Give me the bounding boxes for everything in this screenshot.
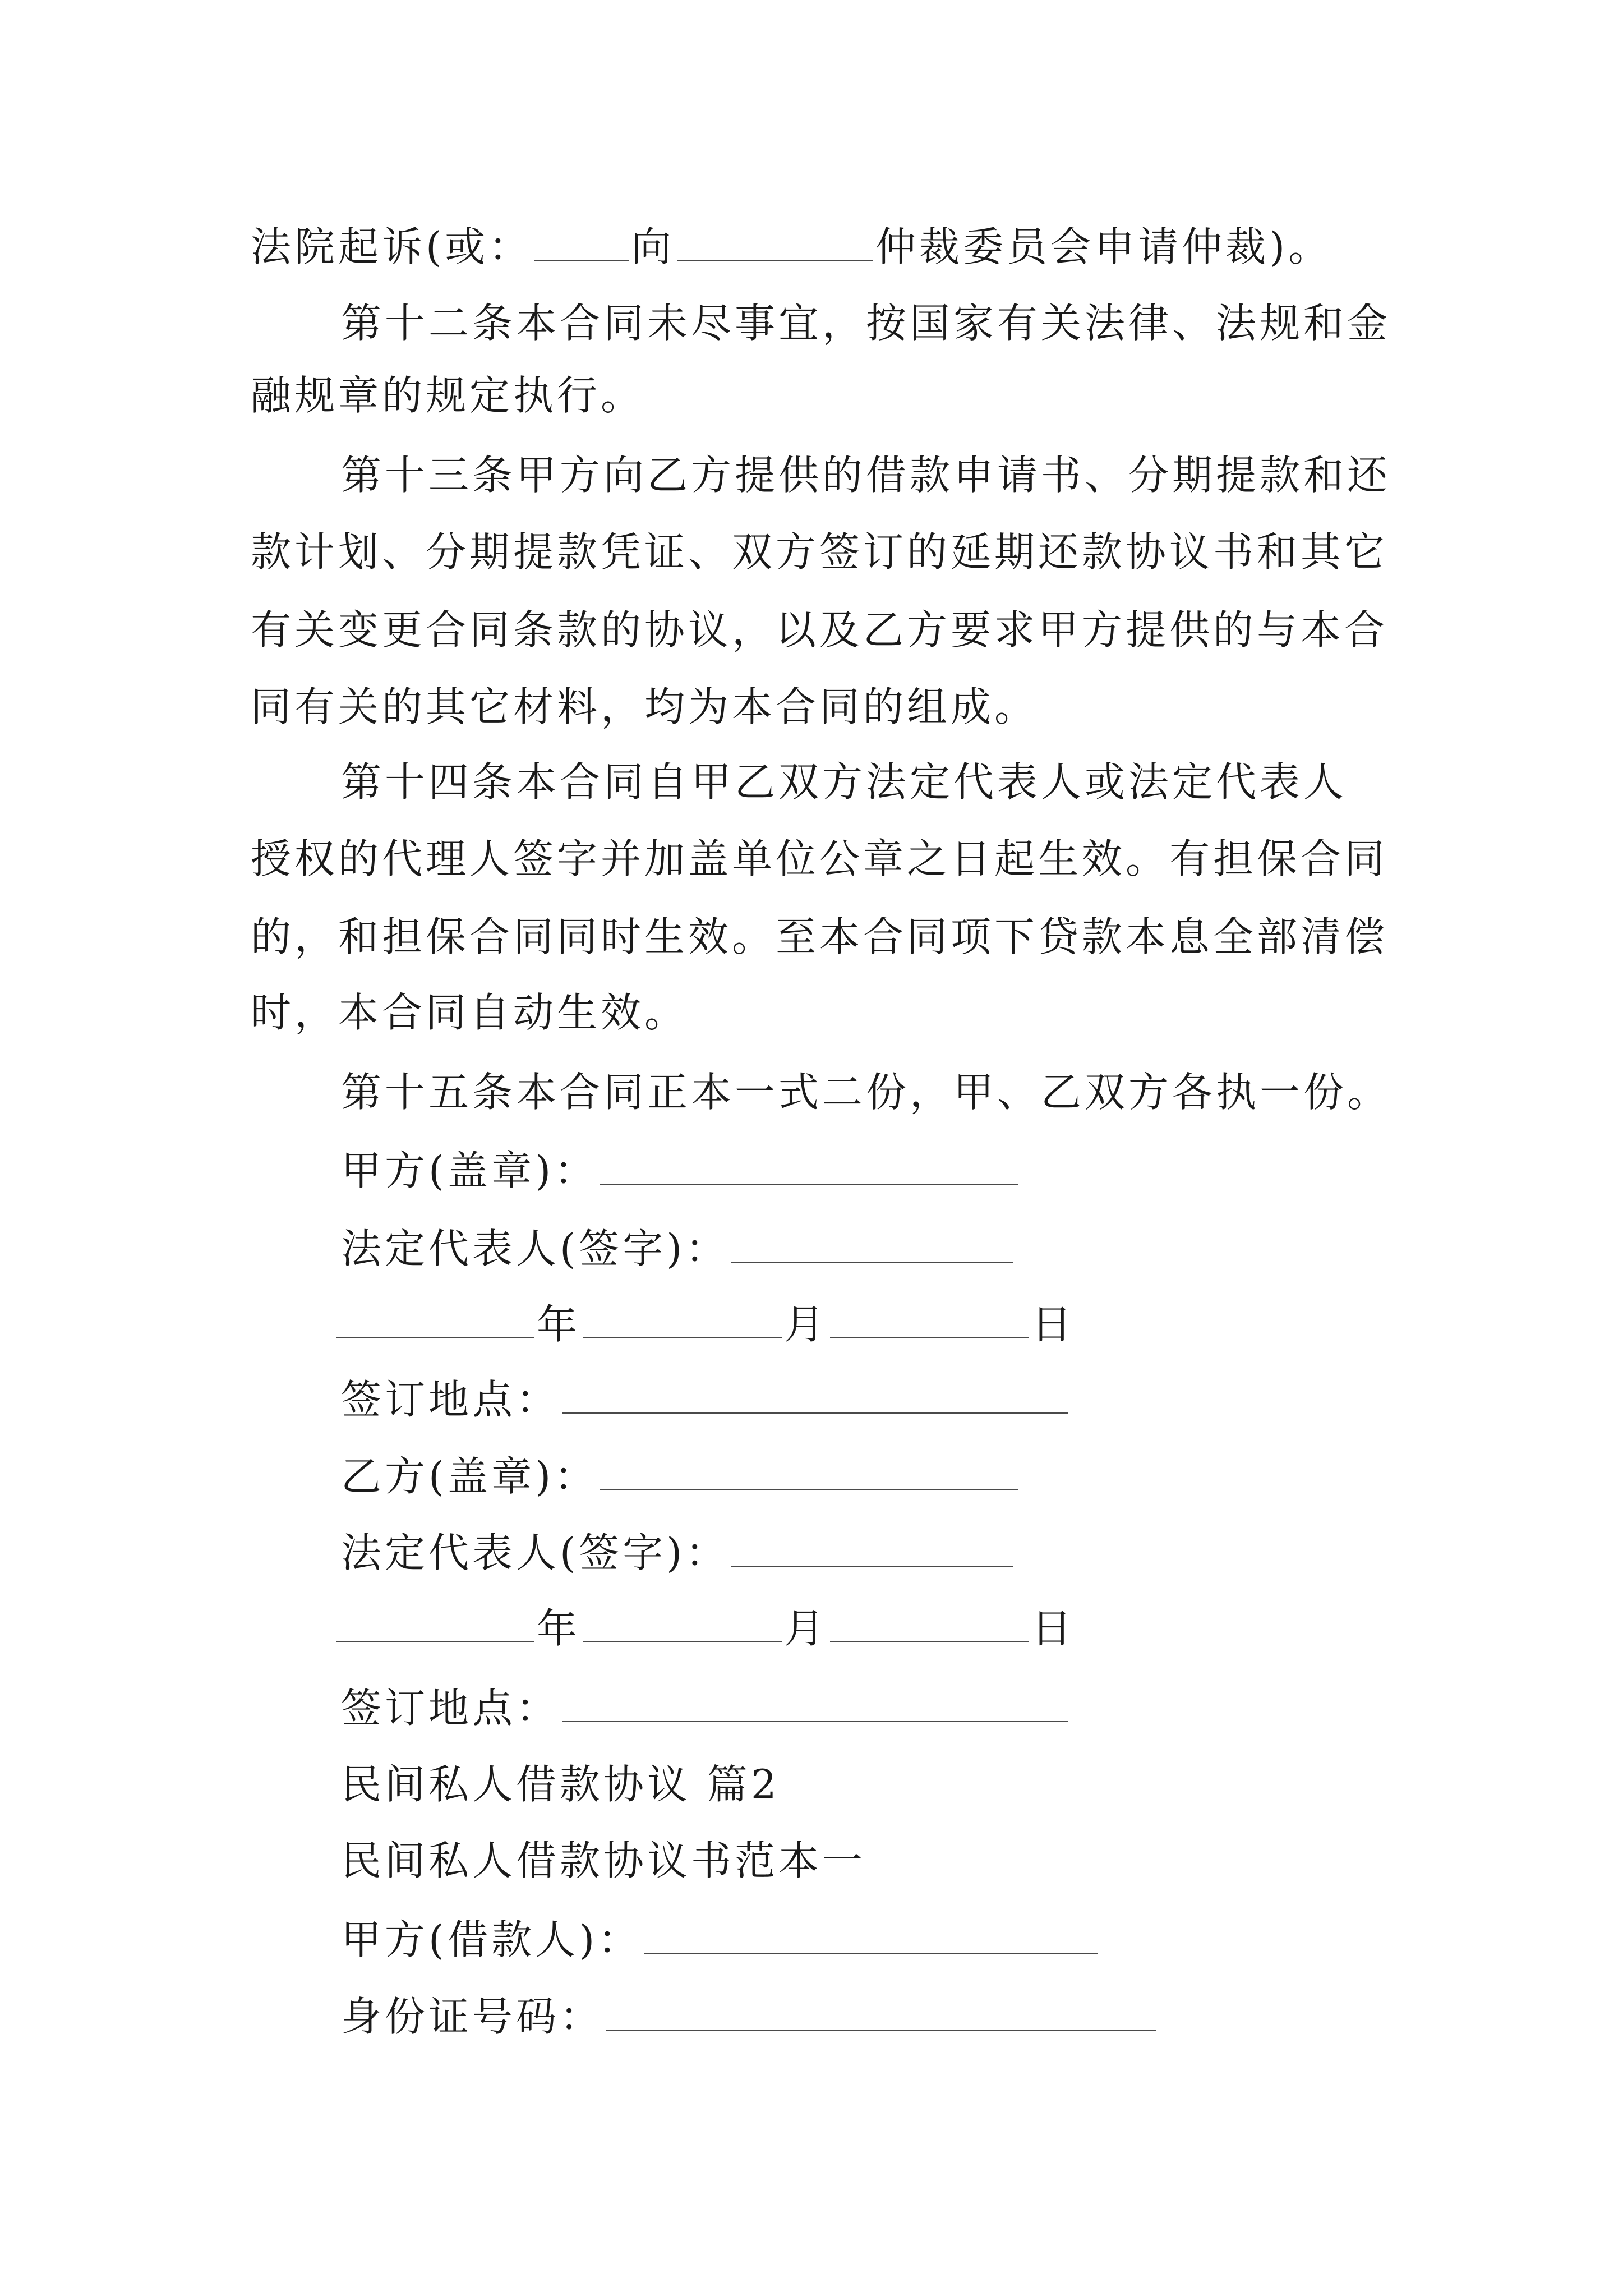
id-number-field — [341, 1993, 1158, 2040]
blank-line — [600, 1456, 1018, 1490]
party-b-place-label: 签订地点： — [341, 1685, 560, 1732]
borrower-field — [341, 1916, 1100, 1963]
clause-11-text-after-blank: 仲裁委员会申请仲裁)。 — [875, 223, 1332, 270]
clause-11-tail-line — [251, 223, 1332, 270]
party-a-seal-label: 甲方(盖章)： — [341, 1147, 598, 1194]
party-b-day-label: 日 — [1031, 1605, 1076, 1652]
clause-14-line-1 — [341, 758, 1348, 806]
clause-13-line-3 — [251, 606, 1389, 654]
clause-14-line-4 — [251, 989, 689, 1036]
clause-13-line-2 — [251, 528, 1389, 576]
clause-14-line-3 — [251, 913, 1389, 960]
clause-12-text: 第十二条本合同未尽事宜，按国家有关法律、法规和金 — [341, 300, 1391, 347]
clause-13-line-4 — [251, 683, 1039, 730]
blank-line — [583, 1608, 782, 1642]
party-b-month-label: 月 — [784, 1605, 828, 1652]
clause-15-line-1 — [341, 1069, 1391, 1116]
blank-line — [336, 1608, 534, 1642]
blank-line — [677, 226, 873, 261]
clause-12-line-1 — [341, 300, 1391, 347]
party-a-representative-label: 法定代表人(签字)： — [341, 1225, 730, 1272]
blank-line — [830, 1608, 1029, 1642]
party-a-year-label: 年 — [537, 1301, 581, 1348]
party-a-seal-field — [341, 1147, 1020, 1194]
blank-line — [583, 1304, 782, 1338]
clause-14-text: 时，本合同自动生效。 — [251, 989, 689, 1036]
party-a-day-label: 日 — [1031, 1301, 1076, 1348]
clause-12-text: 融规章的规定执行。 — [251, 372, 645, 419]
blank-line — [606, 1996, 1156, 2031]
blank-line — [534, 226, 629, 261]
id-number-label: 身份证号码： — [341, 1993, 604, 2040]
clause-15-text: 第十五条本合同正本一式二份，甲、乙双方各执一份。 — [341, 1069, 1391, 1116]
blank-line — [731, 1532, 1013, 1567]
clause-11-text-before-blank: 法院起诉(或： — [251, 223, 533, 270]
party-b-seal-label: 乙方(盖章)： — [341, 1453, 598, 1500]
clause-12-line-2 — [251, 372, 645, 419]
clause-14-text: 的，和担保合同同时生效。至本合同项下贷款本息全部清偿 — [251, 913, 1389, 960]
blank-line — [731, 1228, 1013, 1263]
clause-13-text: 同有关的其它材料，均为本合同的组成。 — [251, 683, 1039, 730]
clause-14-text: 第十四条本合同自甲乙双方法定代表人或法定代表人 — [341, 758, 1348, 806]
clause-13-line-1 — [341, 452, 1391, 499]
section-title-text: 民间私人借款协议 篇2 — [341, 1761, 780, 1808]
blank-line — [336, 1304, 534, 1338]
clause-13-text: 款计划、分期提款凭证、双方签订的延期还款协议书和其它 — [251, 528, 1389, 576]
party-a-representative-field — [341, 1225, 1016, 1272]
clause-14-text: 授权的代理人签字并加盖单位公章之日起生效。有担保合同 — [251, 835, 1389, 882]
party-b-representative-label: 法定代表人(签字)： — [341, 1529, 730, 1576]
party-a-month-label: 月 — [784, 1301, 828, 1348]
party-a-date-field — [336, 1301, 1076, 1348]
blank-line — [562, 1379, 1068, 1414]
party-a-place-label: 签订地点： — [341, 1376, 560, 1423]
clause-13-text: 有关变更合同条款的协议，以及乙方要求甲方提供的与本合 — [251, 606, 1389, 654]
party-a-place-field — [341, 1376, 1070, 1423]
clause-14-line-2 — [251, 835, 1389, 882]
blank-line — [600, 1150, 1018, 1185]
clause-11-text-middle: 向 — [631, 223, 675, 270]
blank-line — [644, 1919, 1098, 1954]
party-b-year-label: 年 — [537, 1605, 581, 1652]
section-title — [341, 1761, 780, 1808]
party-b-date-field — [336, 1605, 1076, 1652]
party-b-place-field — [341, 1685, 1070, 1732]
sample-title-text: 民间私人借款协议书范本一 — [341, 1837, 866, 1884]
party-b-representative-field — [341, 1529, 1016, 1576]
blank-line — [830, 1304, 1029, 1338]
blank-line — [562, 1687, 1068, 1722]
party-b-seal-field — [341, 1453, 1020, 1500]
borrower-label: 甲方(借款人)： — [341, 1916, 642, 1963]
sample-title — [341, 1837, 866, 1884]
clause-13-text: 第十三条甲方向乙方提供的借款申请书、分期提款和还 — [341, 452, 1391, 499]
